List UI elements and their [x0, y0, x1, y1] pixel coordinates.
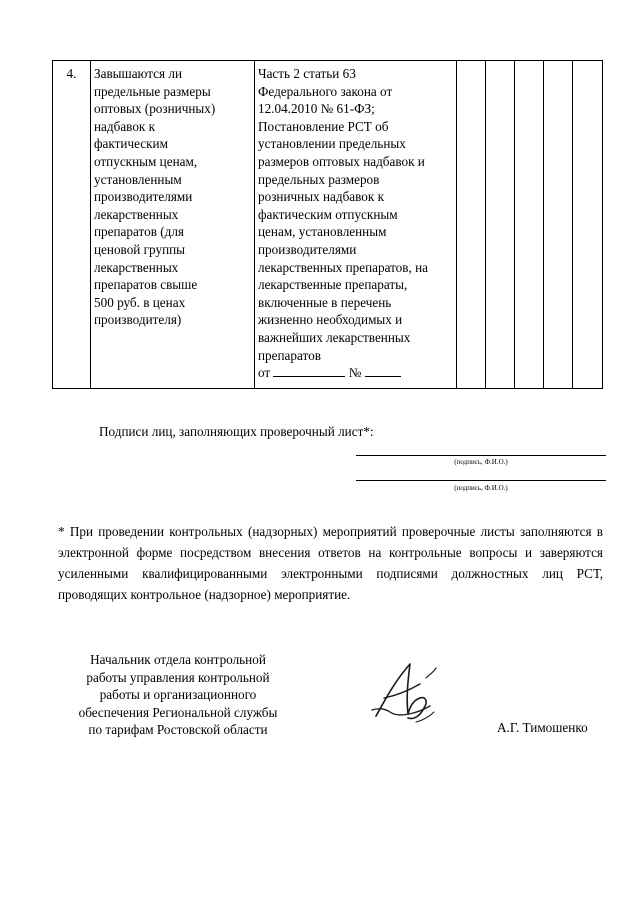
- table-row: [53, 61, 603, 389]
- basis-date-prefix: от: [258, 365, 271, 381]
- basis-line: включенные в перечень: [258, 294, 392, 310]
- basis-line: ценам, установленным: [258, 224, 387, 240]
- basis-line: установлении предельных: [258, 136, 406, 152]
- answer-cell-5: [573, 61, 603, 389]
- position-line: Начальник отдела контрольной: [90, 652, 266, 667]
- basis-line: 12.04.2010 № 61-ФЗ;: [258, 101, 375, 117]
- basis-line: Постановление РСТ об: [258, 118, 389, 134]
- signature-line-1: [356, 455, 606, 456]
- basis-line: важнейших лекарственных: [258, 329, 411, 345]
- question-line: оптовых (розничных): [94, 101, 216, 117]
- question-cell: [91, 61, 255, 389]
- basis-number-sign: №: [348, 365, 362, 381]
- question-line: препаратов (для: [94, 224, 184, 240]
- question-line: производителя): [94, 312, 182, 328]
- basis-date-line: [258, 364, 453, 382]
- answer-cell-2: [486, 61, 515, 389]
- signer-name: А.Г. Тимошенко: [497, 720, 588, 735]
- question-line: фактическим: [94, 136, 168, 152]
- basis-line: предельных размеров: [258, 171, 380, 187]
- question-line: лекарственных: [94, 206, 179, 222]
- question-line: 500 руб. в ценах: [94, 294, 186, 310]
- date-blank-field: [273, 364, 345, 377]
- answer-cell-4: [544, 61, 573, 389]
- question-line: препаратов свыше: [94, 277, 198, 293]
- basis-line: фактическим отпускным: [258, 206, 398, 222]
- basis-line: препаратов: [258, 347, 321, 363]
- basis-line: размеров оптовых надбавок и: [258, 153, 425, 169]
- handwritten-signature-icon: [370, 658, 440, 724]
- basis-line: розничных надбавок к: [258, 189, 384, 205]
- question-line: установленным: [94, 171, 182, 187]
- basis-line: производителями: [258, 241, 357, 257]
- question-line: производителями: [94, 189, 193, 205]
- position-line: работы управления контрольной: [86, 669, 270, 685]
- basis-line: жизненно необходимых и: [258, 312, 403, 328]
- number-blank-field: [365, 364, 401, 377]
- basis-line: лекарственные препараты,: [258, 277, 408, 293]
- row-number: 4.: [53, 61, 91, 389]
- basis-line: Часть 2 статьи 63: [258, 66, 356, 81]
- signature-caption-1: (подпись, Ф.И.О.): [454, 458, 508, 466]
- question-line: лекарственных: [94, 259, 179, 275]
- question-line: надбавок к: [94, 118, 156, 134]
- official-position: [58, 651, 298, 739]
- position-line: обеспечения Региональной службы: [78, 704, 278, 720]
- answer-cell-1: [457, 61, 486, 389]
- question-line: ценовой группы: [94, 241, 186, 257]
- checklist-table: [52, 60, 603, 389]
- position-line: по тарифам Ростовской области: [88, 722, 268, 737]
- answer-cell-3: [515, 61, 544, 389]
- question-line: Завышаются ли: [94, 66, 183, 81]
- basis-line: Федерального закона от: [258, 83, 393, 99]
- footnote: * При проведении контрольных (надзорных) мероприятий проверочные листы заполняются в электронной форме посредством внесения ответов на контрольные вопросы и заверяются усиленными квалифицированными электронными подписями должностных лиц РСТ, проводящих контрольное (надзорное) мероприятие.: [58, 524, 603, 602]
- basis-line: лекарственных препаратов, на: [258, 259, 429, 275]
- position-line: работы и организационного: [99, 687, 257, 702]
- question-line: предельные размеры: [94, 83, 211, 99]
- signers-title: Подписи лиц, заполняющих проверочный лист*:: [99, 424, 374, 439]
- signature-line-2: [356, 480, 606, 481]
- signature-caption-2: (подпись, Ф.И.О.): [454, 484, 508, 492]
- question-line: отпускным ценам,: [94, 153, 198, 169]
- legal-basis-cell: [255, 61, 457, 389]
